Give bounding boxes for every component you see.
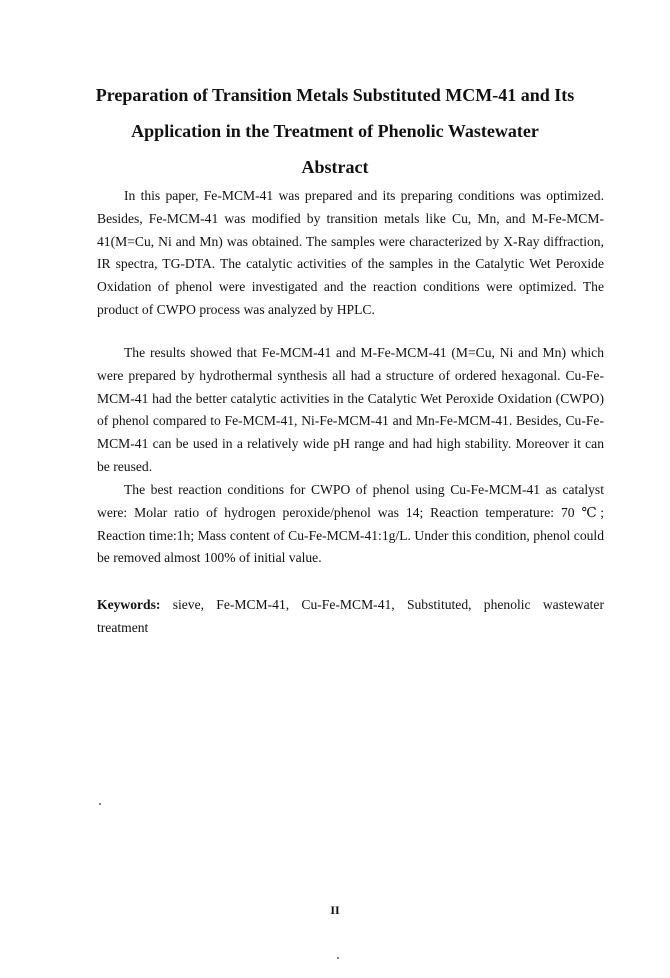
scan-speck — [337, 957, 339, 959]
title-line-1: Preparation of Transition Metals Substituted MCM-41 and Its — [95, 85, 575, 105]
paragraph-text: The best reaction conditions for CWPO of phenol using Cu-Fe-MCM-41 as catalyst were: Molar ratio of hydrogen peroxide/phenol was 14; Reaction temperature: 70 ℃; Reaction time:1h; Mass content of Cu-Fe-MCM-41:1g/L. Under this condition, phenol could be removed almost 100% of initial value. — [97, 482, 604, 566]
paragraph-text: In this paper, Fe-MCM-41 was prepared and its preparing conditions was optimized. Besides, Fe-MCM-41 was modified by transition metals like Cu, Mn, and M-Fe-MCM-41(M=Cu, Ni and Mn) was obtained. The samples were characterized by X-Ray diffraction, IR spectra, TG-DTA. The catalytic activities of the samples in the Catalytic Wet Peroxide Oxidation of phenol were investigated and the reaction conditions were optimized. The product of CWPO process was analyzed by HPLC. — [97, 188, 604, 317]
keywords-text: sieve, Fe-MCM-41, Cu-Fe-MCM-41, Substituted, phenolic wastewater treatment — [97, 597, 604, 635]
scan-speck — [99, 803, 101, 805]
keywords-label: Keywords: — [97, 597, 161, 612]
paragraph-text: The results showed that Fe-MCM-41 and M-Fe-MCM-41 (M=Cu, Ni and Mn) which were prepared by hydrothermal synthesis all had a structure of ordered hexagonal. Cu-Fe-MCM-41 had the better catalytic activities in the Catalytic Wet Peroxide Oxidation (CWPO) of phenol compared to Fe-MCM-41, Ni-Fe-MCM-41 and Mn-Fe-MCM-41. Besides, Cu-Fe-MCM-41 can be used in a relatively wide pH range and had high stability. Moreover it can be reused. — [97, 345, 604, 474]
abstract-paragraph-3 — [97, 479, 604, 570]
keywords — [97, 594, 604, 640]
abstract-paragraph-2 — [97, 342, 604, 479]
abstract-heading: Abstract — [301, 157, 369, 177]
page-number: II — [330, 903, 340, 917]
title-line-2: Application in the Treatment of Phenolic Wastewater — [131, 121, 539, 141]
abstract-paragraph-1 — [97, 185, 604, 322]
